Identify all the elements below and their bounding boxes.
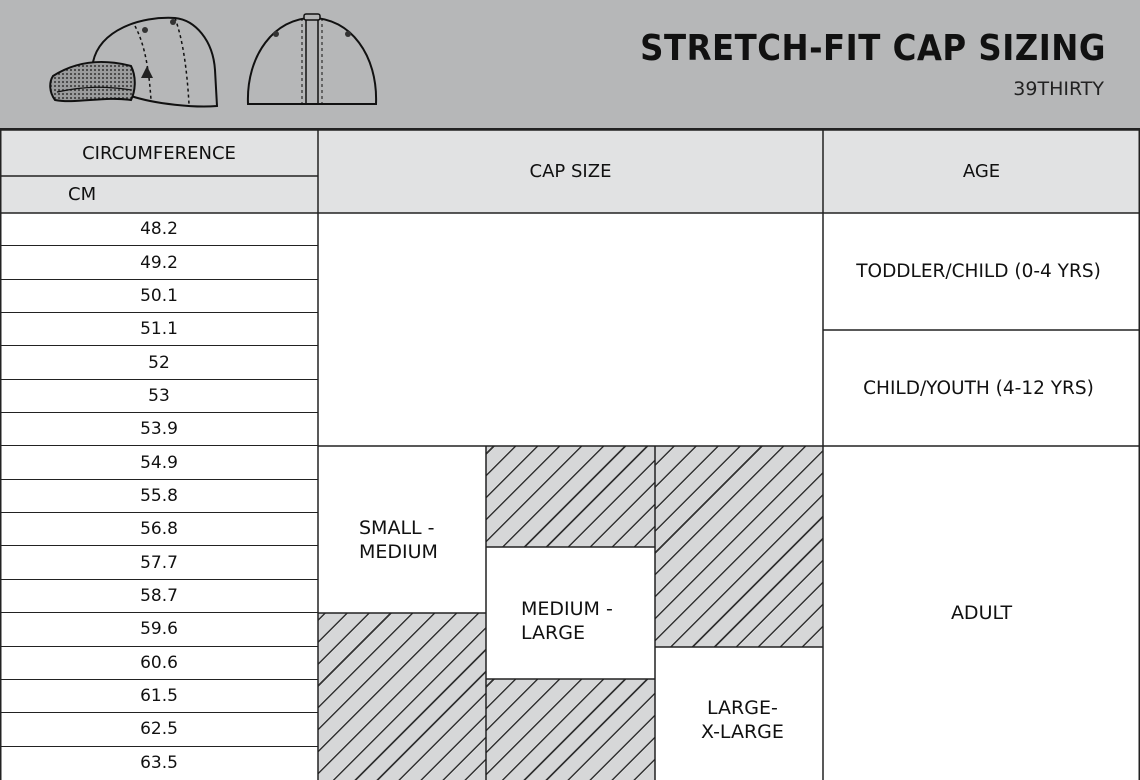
page-subtitle: 39THIRTY [1013,78,1104,100]
circumference-row: 63.5 [140,753,178,774]
circumference-row: 62.5 [0,713,318,746]
age-adult: ADULT [950,602,1013,624]
hatched-region [655,446,823,647]
circumference-row: 54.9 [0,446,318,479]
circumference-row: 59.6 [0,613,318,646]
circumference-row: 51.1 [0,313,318,346]
age-toddler-child: TODDLER/CHILD (0-4 YRS) [856,260,1101,282]
circumference-row: 49.2 [0,246,318,279]
size-large-xlarge [701,696,784,744]
size-large-xlarge-line1: LARGE- [707,697,778,719]
circumference-row: 57.7 [0,547,318,580]
size-small-medium [359,516,438,564]
circumference-row: 48.2 [0,213,318,246]
circumference-row: 56.8 [0,513,318,546]
size-large-xlarge-line2: X-LARGE [701,721,784,743]
hatched-region [318,613,486,780]
size-medium-large-line1: MEDIUM - [521,598,613,620]
size-medium-large [521,597,613,645]
circumference-row: 60.6 [0,647,318,680]
header-banner [0,0,1140,130]
cap-side-view-icon [45,0,225,128]
circumference-row: 55.8 [0,480,318,513]
age-child-youth: CHILD/YOUTH (4-12 YRS) [863,377,1094,399]
size-small-medium-line1: SMALL - [359,517,435,539]
hatched-region [486,446,655,547]
circumference-row: 52 [0,346,318,379]
hatched-region [486,679,655,780]
cap-size-header: CAP SIZE [318,130,823,213]
circumference-row: 58.7 [0,580,318,613]
circumference-row: 61.5 [0,680,318,713]
circumference-header: CIRCUMFERENCE [0,130,318,176]
size-medium-large-line2: LARGE [521,622,585,644]
circumference-row: 50.1 [0,280,318,313]
age-header: AGE [823,130,1140,213]
circumference-row: 53.9 [0,413,318,446]
cap-back-view-icon [240,0,385,128]
unit-header: CM [0,176,318,213]
size-small-medium-line2: MEDIUM [359,541,438,563]
circumference-row: 53 [0,380,318,413]
page-title: STRETCH-FIT CAP SIZING [640,28,1106,69]
